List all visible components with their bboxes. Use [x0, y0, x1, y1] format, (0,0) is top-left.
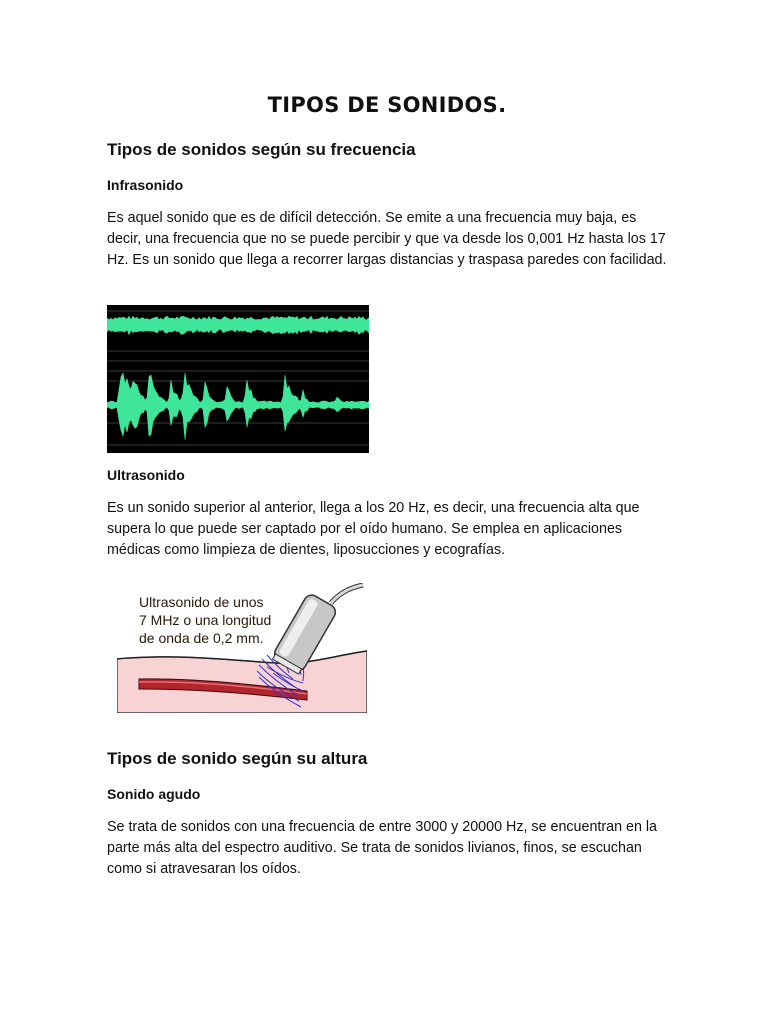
- ultrasound-caption-line-2: 7 MHz o una longitud: [139, 612, 272, 628]
- paragraph-sonido-agudo: Se trata de sonidos con una frecuencia de entre 3000 y 20000 Hz, se encuentran en la parte más alta del espectro auditivo. Se trata de sonidos livianos, finos, se escuchan como si atravesaran los oídos.: [107, 819, 658, 877]
- infrasound-waveform-image: [107, 305, 369, 453]
- section-heading-frecuencia: Tipos de sonidos según su frecuencia: [107, 140, 416, 159]
- ultrasound-caption-line-1: Ultrasonido de unos: [139, 594, 264, 610]
- subheading-ultrasonido: Ultrasonido: [107, 467, 185, 483]
- paragraph-infrasonido: Es aquel sonido que es de difícil detección. Se emite a una frecuencia muy baja, es decir, una frecuencia que no se puede percibir y que va desde los 0,001 Hz hasta los 17 Hz. Es un sonido que llega a recorrer largas distancias y traspasa paredes con facilidad.: [107, 210, 667, 268]
- section-heading-altura: Tipos de sonido según su altura: [107, 749, 368, 768]
- paragraph-ultrasonido: Es un sonido superior al anterior, llega a los 20 Hz, es decir, una frecuencia alta que supera lo que puede ser captado por el oído humano. Se emplea en aplicaciones médicas como limpieza de dientes, liposucciones y ecografías.: [107, 500, 640, 558]
- subheading-infrasonido: Infrasonido: [107, 177, 184, 193]
- ultrasound-probe-image: [117, 583, 367, 713]
- document-title: TIPOS DE SONIDOS.: [267, 93, 507, 117]
- subheading-sonido-agudo: Sonido agudo: [107, 786, 201, 802]
- ultrasound-caption-line-3: de onda de 0,2 mm.: [139, 630, 264, 646]
